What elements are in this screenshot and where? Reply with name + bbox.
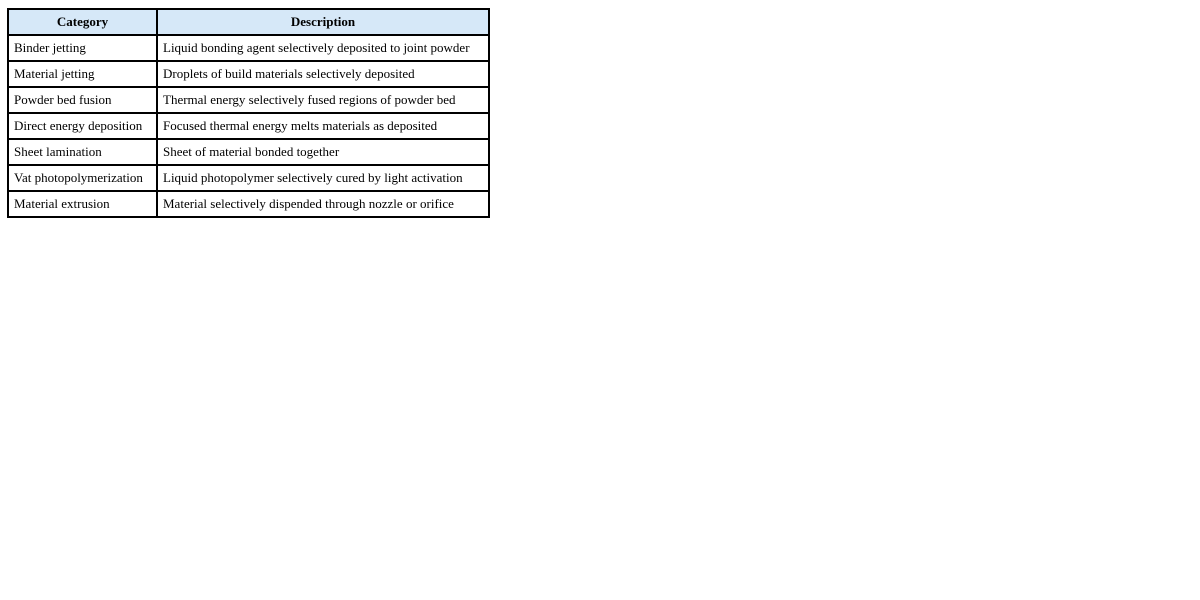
- column-header-category: Category: [8, 9, 157, 35]
- description-cell: Droplets of build materials selectively deposited: [157, 61, 489, 87]
- category-cell: Direct energy deposition: [8, 113, 157, 139]
- description-cell: Sheet of material bonded together: [157, 139, 489, 165]
- category-cell: Vat photopolymerization: [8, 165, 157, 191]
- table-row: [8, 87, 489, 113]
- table-row: [8, 191, 489, 217]
- am-categories-table: [7, 8, 490, 218]
- table-header-row: [8, 9, 489, 35]
- table-row: [8, 113, 489, 139]
- description-cell: Focused thermal energy melts materials as deposited: [157, 113, 489, 139]
- description-cell: Liquid photopolymer selectively cured by light activation: [157, 165, 489, 191]
- category-cell: Material jetting: [8, 61, 157, 87]
- category-cell: Binder jetting: [8, 35, 157, 61]
- description-cell: Liquid bonding agent selectively deposited to joint powder: [157, 35, 489, 61]
- description-cell: Thermal energy selectively fused regions of powder bed: [157, 87, 489, 113]
- table-row: [8, 61, 489, 87]
- table-row: [8, 35, 489, 61]
- table-row: [8, 139, 489, 165]
- description-cell: Material selectively dispended through nozzle or orifice: [157, 191, 489, 217]
- category-cell: Material extrusion: [8, 191, 157, 217]
- column-header-description: Description: [157, 9, 489, 35]
- category-cell: Powder bed fusion: [8, 87, 157, 113]
- category-cell: Sheet lamination: [8, 139, 157, 165]
- table-row: [8, 165, 489, 191]
